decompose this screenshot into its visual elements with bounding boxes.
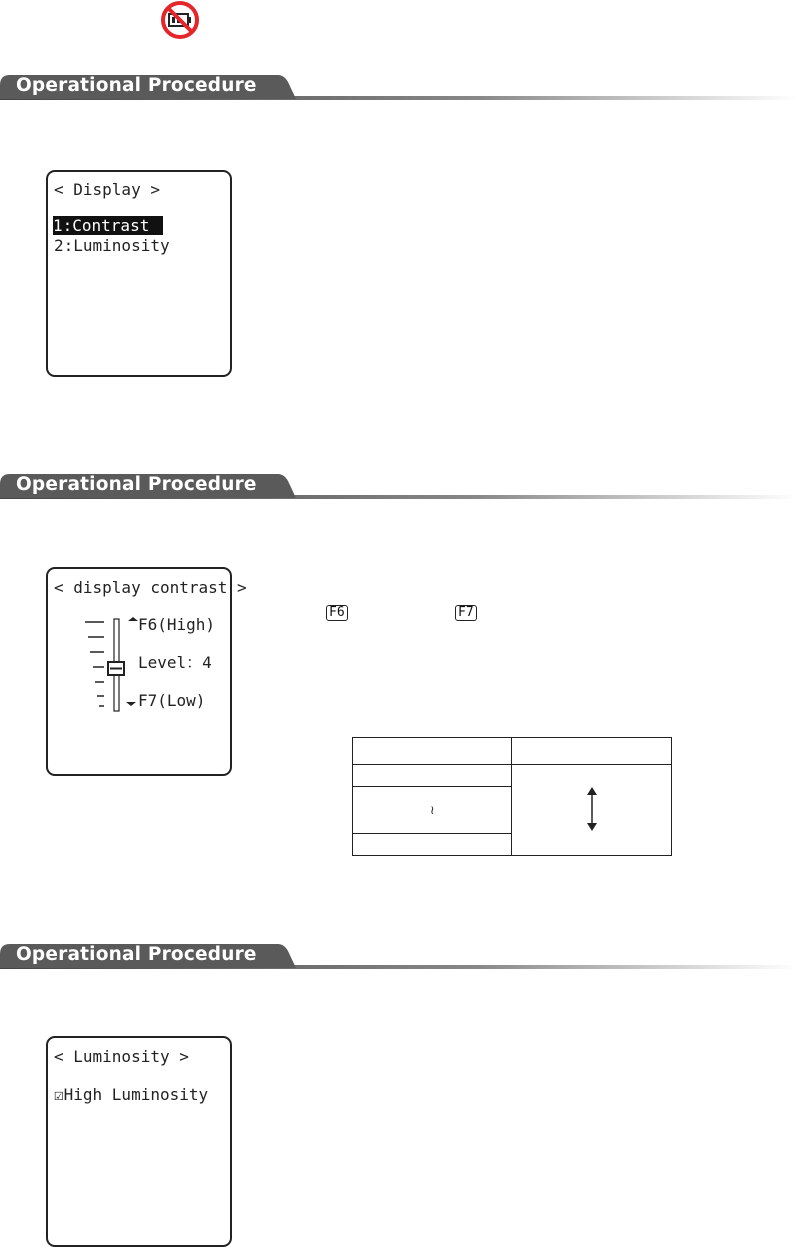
section-header-2 [0,471,797,501]
high-luminosity-checkbox[interactable]: ☑High Luminosity [54,1085,209,1104]
menu-item-contrast[interactable]: 1:Contrast [53,216,163,236]
level-label: Level：4 [138,653,212,672]
table-cell-wave: ≀ [353,787,512,834]
menu-item-luminosity[interactable]: 2:Luminosity [54,236,170,255]
no-battery-icon [160,0,200,40]
low-label: F7(Low) [138,691,206,710]
section-header-3 [0,941,797,971]
section-header-1 [0,72,797,102]
contrast-screen [46,567,247,776]
table-cell-arrow [512,765,672,856]
screen-title: < display contrast > [54,578,247,597]
up-down-arrow-icon [582,787,602,831]
display-menu-screen [46,170,232,377]
section-title: Operational Procedure [16,474,257,495]
high-label: F6(High) [138,615,216,634]
f6-key: F6 [326,605,348,621]
screen-title: < Display > [54,180,160,199]
table-cell [353,834,512,856]
table-cell [512,738,672,765]
f7-key: F7 [455,605,477,621]
section-title: Operational Procedure [16,75,257,96]
table-cell [353,765,512,787]
table-cell [353,738,512,765]
luminosity-screen [46,1036,232,1247]
contrast-level-table [352,737,672,856]
screen-title: < Luminosity > [54,1047,189,1066]
section-title: Operational Procedure [16,944,257,965]
